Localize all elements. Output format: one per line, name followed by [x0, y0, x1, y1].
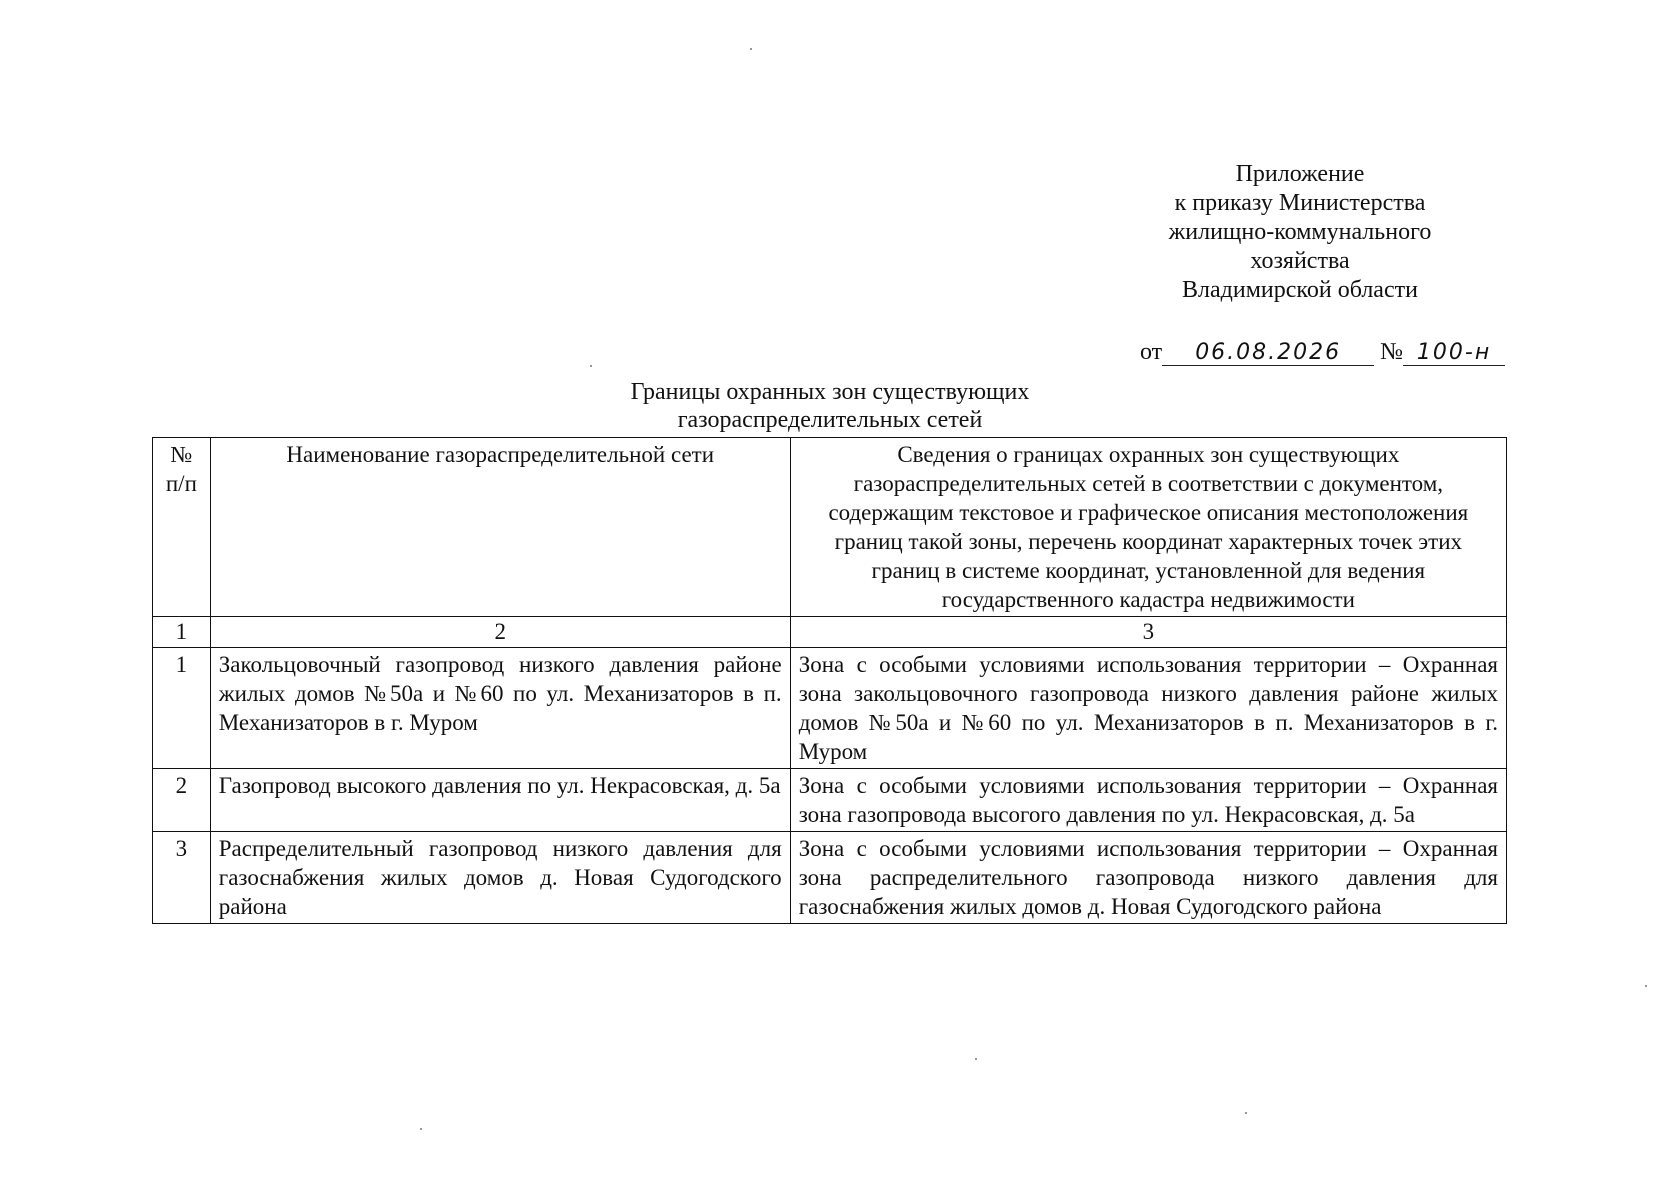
header-num: № п/п	[153, 438, 211, 617]
scan-speck	[1245, 1112, 1247, 1114]
table-row	[153, 769, 1507, 832]
appendix-line: жилищно-коммунального	[1168, 219, 1432, 245]
row-name: Закольцовочный газопровод низкого давления районе жилых домов №50а и №60 по ул. Механизаторов в п. Механизаторов в г. Муром	[210, 648, 790, 769]
row-num: 3	[153, 832, 211, 924]
row-name: Распределительный газопровод низкого давления для газоснабжения жилых домов д. Новая Судогодского района	[210, 832, 790, 924]
scan-speck	[590, 365, 592, 367]
order-number: 100-н	[1403, 341, 1505, 366]
scan-speck	[750, 48, 752, 50]
title-line-2: газораспределительных сетей	[677, 407, 983, 433]
table-row	[153, 832, 1507, 924]
appendix-header	[1140, 160, 1460, 305]
row-info: Зона с особыми условиями использования территории – Охранная зона распределительного газопровода низкого давления для газоснабжения жилых домов д. Новая Судогодского района	[790, 832, 1506, 924]
order-date: 06.08.2026	[1162, 341, 1374, 366]
row-num: 1	[153, 648, 211, 769]
column-number: 2	[210, 617, 790, 648]
order-reference	[1140, 337, 1505, 367]
row-name: Газопровод высокого давления по ул. Некрасовская, д. 5а	[210, 769, 790, 832]
row-info: Зона с особыми условиями использования территории – Охранная зона закольцовочного газопровода низкого давления районе жилых домов №50а и №60 по ул. Механизаторов в п. Механизаторов в г. Муром	[790, 648, 1506, 769]
scan-speck	[420, 1128, 422, 1130]
scan-speck	[975, 1058, 977, 1060]
row-num: 2	[153, 769, 211, 832]
column-number: 1	[153, 617, 211, 648]
title-line-1: Границы охранных зон существующих	[630, 379, 1030, 405]
appendix-line: хозяйства	[1250, 248, 1350, 274]
column-numbers-row	[153, 617, 1507, 648]
document-title	[480, 378, 1180, 434]
header-info: Сведения о границах охранных зон существующих газораспределительных сетей в соответствии с документом, содержащим текстовое и графическое описания местоположения границ такой зоны, перечень координат характерных точек этих границ в системе координат, установленной для ведения государственного кадастра недвижимости	[790, 438, 1506, 617]
header-name: Наименование газораспределительной сети	[210, 438, 790, 617]
appendix-line: к приказу Министерства	[1174, 190, 1426, 216]
order-number-label: №	[1380, 339, 1404, 365]
row-info: Зона с особыми условиями использования территории – Охранная зона газопровода высогого давления по ул. Некрасовская, д. 5а	[790, 769, 1506, 832]
table-row	[153, 648, 1507, 769]
scan-speck	[1645, 985, 1647, 987]
order-from-label: от	[1140, 339, 1163, 365]
zones-table	[152, 437, 1507, 924]
column-number: 3	[790, 617, 1506, 648]
appendix-line: Приложение	[1235, 161, 1365, 187]
table-header-row	[153, 438, 1507, 617]
appendix-line: Владимирской области	[1182, 277, 1418, 303]
